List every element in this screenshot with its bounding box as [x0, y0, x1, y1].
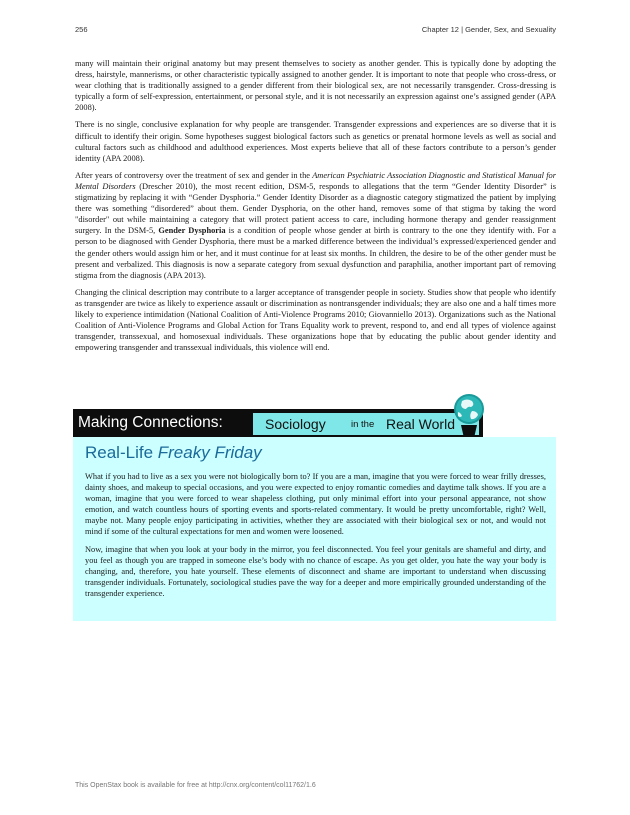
body-text	[75, 58, 556, 359]
dsm-title: American Psychiatric Association Diagnostic and Statistical Manual for Mental Disorders	[75, 170, 556, 191]
page-footer: This OpenStax book is available for free at http://cnx.org/content/col11762/1.6	[75, 782, 316, 789]
page-header	[75, 25, 556, 37]
paragraph-1: many will maintain their original anatomy but may present themselves to society as another gender. This is typically done by adopting the dress, hairstyle, mannerisms, or other characteristic typically assigned to another gender. It is important to note that people who cross-dress, or wear clothing that is traditionally assigned to a gender different from their biological sex, are not necessarily transgender. Cross-dressing is typically a form of self-expression, entertainment, or personal style, and it is not necessarily an expression against one’s assigned gender (APA 2008).	[75, 59, 556, 113]
paragraph-2: There is no single, conclusive explanation for why people are transgender. Transgender expressions and experiences are so diverse that it is difficult to identify their origin. Some hypotheses suggest biological factors such as genetics or prenatal hormone levels as well as social and cultural factors such as childhood and adulthood experiences. Most experts believe that all of these factors contribute to a person’s gender identity (APA 2008).	[75, 120, 556, 163]
banner-word-in-the: in the	[351, 419, 375, 430]
feature-paragraph-1: What if you had to live as a sex you were not biologically born to? If you are a man, imagine that you were forced to wear frilly dresses, dainty shoes, and makeup to special occasions, and you were expected to enjoy romantic comedies and daytime talk shows. If you are a woman, imagine that you were forced to wear shapeless clothing, put only minimal effort into your personal appearance, not show emotion, and watch countless hours of sporting events and sports-related commentary. It would be pretty uncomfortable, right? Well, maybe not. Many people enjoy participating in activities, whether they are associated with their biological sex or not, and would not mind if some of the cultural expectations for men and women were loosened.	[85, 472, 546, 537]
banner-pill	[253, 413, 479, 435]
banner-label: Making Connections:	[73, 409, 243, 437]
paragraph-4: Changing the clinical description may contribute to a larger acceptance of transgender people in society. Studies show that people who identify as transgender are twice as likely to experience assault or discrimination as nontransgender individuals; they are also one and a half times more likely to experience intimidation (National Coalition of Anti-Violence Programs 2010; Giovanniello 2013). Organizations such as the National Coalition of Anti-Violence Programs and Global Action for Trans Equality work to prevent, respond to, and end all types of violence against transgender, transsexual, and homosexual individuals. These organizations hope that by educating the public about gender identity and empowering transgender and transsexual individuals, this violence will end.	[75, 287, 556, 353]
feature-title-plain: Real-Life	[85, 443, 158, 462]
paragraph-3	[75, 170, 556, 281]
banner-word-sociology: Sociology	[265, 416, 326, 432]
feature-title	[85, 442, 546, 464]
feature-box	[73, 437, 556, 621]
chapter-title: Chapter 12 | Gender, Sex, and Sexuality	[421, 25, 556, 34]
globe-icon	[452, 392, 486, 440]
banner-word-real-world: Real World	[386, 416, 455, 432]
gender-dysphoria-term: Gender Dysphoria	[158, 226, 226, 236]
feature-paragraph-2: Now, imagine that when you look at your body in the mirror, you feel disconnected. You feel your genitals are shameful and dirty, and you feel as though you are trapped in someone else’s body with no chance of escape. As you get older, you hate the way your body is changing, and, therefore, you hate yourself. These elements of disconnect and shame are important to understand when discussing transgender individuals. Fortunately, sociological studies pave the way for a deeper and more empirically grounded understanding of the transgender experience.	[85, 544, 546, 598]
paragraph-3-part-a: After years of controversy over the treatment of sex and gender in the	[75, 170, 313, 180]
making-connections-banner	[73, 409, 483, 437]
feature-title-italic: Freaky Friday	[157, 443, 262, 462]
page-number: 256	[75, 25, 88, 34]
paragraph-3-part-b: (Drescher 2010), the most recent edition, DSM-5, responds to allegations that the term “Gender Identity Disorder” is stigmatizing by replacing it with “Gender Dysphoria.” Gender Identity Disorder as a diagnostic category stigmatized the patient by implying there was something “disordered” about them. Gender Dysphoria, on the other hand, removes some of that stigma by taking the word "disorder" out while maintaining a category that will protect patient access to care, including hormone therapy and gender reassignment surgery. In the DSM-5,	[75, 181, 556, 236]
paragraph-3-part-c: is a condition of people whose gender at birth is contrary to the one they identify with. For a person to be diagnosed with Gender Dysphoria, there must be a marked difference between the individual’s expressed/experienced gender and the gender others would assign him or her, and it must continue for at least six months. In children, the desire to be of the other gender must be present and verbalized. This diagnosis is now a separate category from sexual dysfunction and paraphilia, another important part of removing stigma from the diagnosis (APA 2013).	[75, 226, 556, 280]
banner-right-panel	[243, 409, 483, 437]
